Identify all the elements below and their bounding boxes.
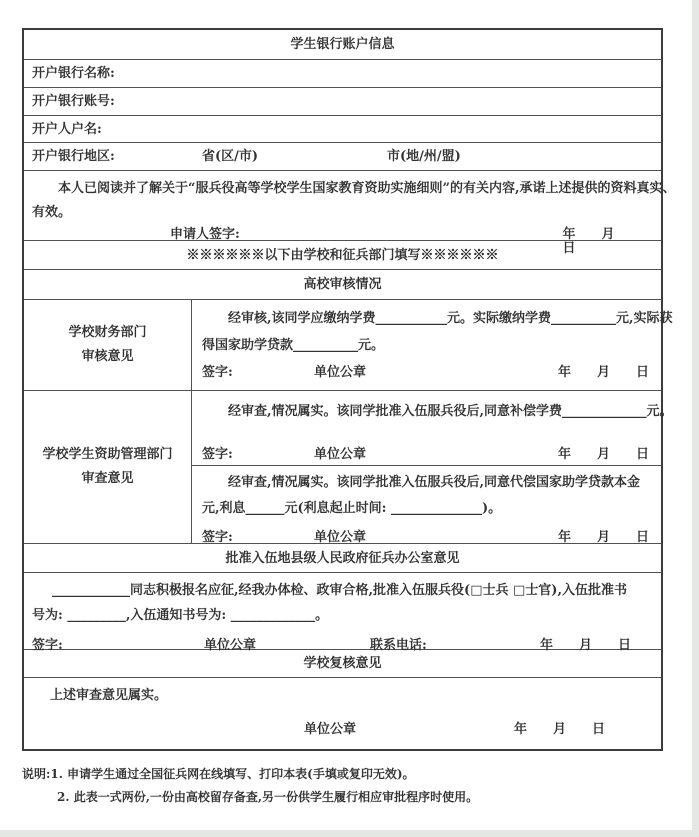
aid-loan-seal-label: 单位公章 xyxy=(314,530,367,545)
finance-seal-label: 单位公章 xyxy=(314,365,367,380)
page-edge-bottom xyxy=(0,830,699,837)
note-line2: 2. 此表一式两份,一份由高校留存备查,另一份供学生履行相应审批程序时使用。 xyxy=(57,790,479,804)
bank-region-row xyxy=(24,142,661,170)
student-bank-account-form-table xyxy=(22,28,676,751)
aid-review-row xyxy=(24,390,673,545)
aid-dept-line1: 学校学生资助管理部门 xyxy=(42,447,173,462)
note-line1: 说明:1. 申请学生通过全国征兵网在线填写、打印本表(手填或复印无效)。 xyxy=(22,767,415,781)
school-review-signature-line xyxy=(24,720,661,740)
aid-loan-line2: 元,利息______元(利息起止时间: ______________)。 xyxy=(202,501,502,516)
school-review-header: 学校复核意见 xyxy=(24,649,661,677)
aid-loan-line1: 经审查,情况属实。该同学批准入伍服兵役后,同意代偿国家助学贷款本金 xyxy=(228,475,641,490)
finance-review-row xyxy=(24,299,673,390)
conscription-line1: ____________同志积极报名应征,经我办体检、政审合格,批准入伍服兵役(□士兵 □士官),入伍批准书 xyxy=(52,583,627,598)
finance-sign-label: 签字: xyxy=(202,365,233,380)
finance-line2: 得国家助学贷款__________元。 xyxy=(202,338,385,353)
declaration-line2: 有效。 xyxy=(32,205,72,220)
aid-dept-label xyxy=(24,391,192,543)
conscription-office-header: 批准入伍地县级人民政府征兵办公室意见 xyxy=(24,543,661,572)
aid-loan-sign-label: 签字: xyxy=(202,530,233,545)
finance-dept-line2: 审核意见 xyxy=(81,349,134,364)
finance-dept-label xyxy=(24,300,192,390)
aid-tuition-signature-line xyxy=(202,441,653,468)
finance-dept-line1: 学校财务部门 xyxy=(68,325,147,340)
bank-region-province: 省(区/市) xyxy=(202,149,259,164)
conscription-date: 年 月 日 xyxy=(540,638,632,653)
aid-tuition-line1: 经审查,情况属实。该同学批准入伍服兵役后,同意补偿学费_____________元。 xyxy=(228,404,673,419)
aid-tuition-sign-label: 签字: xyxy=(202,447,233,462)
conscription-phone-label: 联系电话: xyxy=(370,638,427,653)
divider-note: ※※※※※※以下由学校和征兵部门填写※※※※※※ xyxy=(24,240,661,269)
bank-name-label: 开户银行名称: xyxy=(24,59,661,87)
conscription-line2: 号为: _________,入伍通知书号为: _____________。 xyxy=(32,608,329,623)
bank-account-label: 开户银行账号: xyxy=(24,87,661,115)
finance-signature-line xyxy=(202,359,653,386)
finance-review-content xyxy=(192,300,673,390)
conscription-sign-label: 签字: xyxy=(32,638,63,653)
applicant-sign-label: 申请人签字: xyxy=(170,227,240,242)
aid-tuition-date: 年 月 日 xyxy=(558,447,650,462)
finance-date: 年 月 日 xyxy=(558,365,650,380)
account-holder-label: 开户人户名: xyxy=(24,115,661,142)
school-review-body: 上述审查意见属实。 xyxy=(50,688,168,703)
bank-region-city: 市(地/州/盟) xyxy=(387,149,461,164)
school-review-row xyxy=(24,677,661,749)
aid-dept-line2: 审查意见 xyxy=(81,471,134,486)
form-notes xyxy=(22,763,478,809)
bank-region-label: 开户银行地区: xyxy=(32,149,115,164)
finance-line1: 经审核,该同学应缴纳学费___________元。实际缴纳学费__________元,实际获 xyxy=(228,311,673,326)
aid-loan-subrow xyxy=(192,465,661,544)
conscription-office-row xyxy=(24,572,661,653)
page-edge-right xyxy=(692,0,699,837)
conscription-seal-label: 单位公章 xyxy=(204,638,257,653)
declaration-date: 年 月 日 xyxy=(562,227,641,256)
aid-tuition-subrow xyxy=(192,391,673,465)
school-review-seal-label: 单位公章 xyxy=(304,722,357,737)
aid-loan-date: 年 月 日 xyxy=(558,530,650,545)
form-title: 学生银行账户信息 xyxy=(290,37,395,52)
school-review-date: 年 月 日 xyxy=(514,722,606,737)
declaration-line1: 本人已阅读并了解关于“服兵役高等学校学生国家教育资助实施细则”的有关内容,承诺上述提供的资料真实、 xyxy=(58,181,676,196)
aid-tuition-seal-label: 单位公章 xyxy=(314,447,367,462)
aid-review-content xyxy=(192,391,673,545)
review-section-header: 高校审核情况 xyxy=(24,269,661,299)
